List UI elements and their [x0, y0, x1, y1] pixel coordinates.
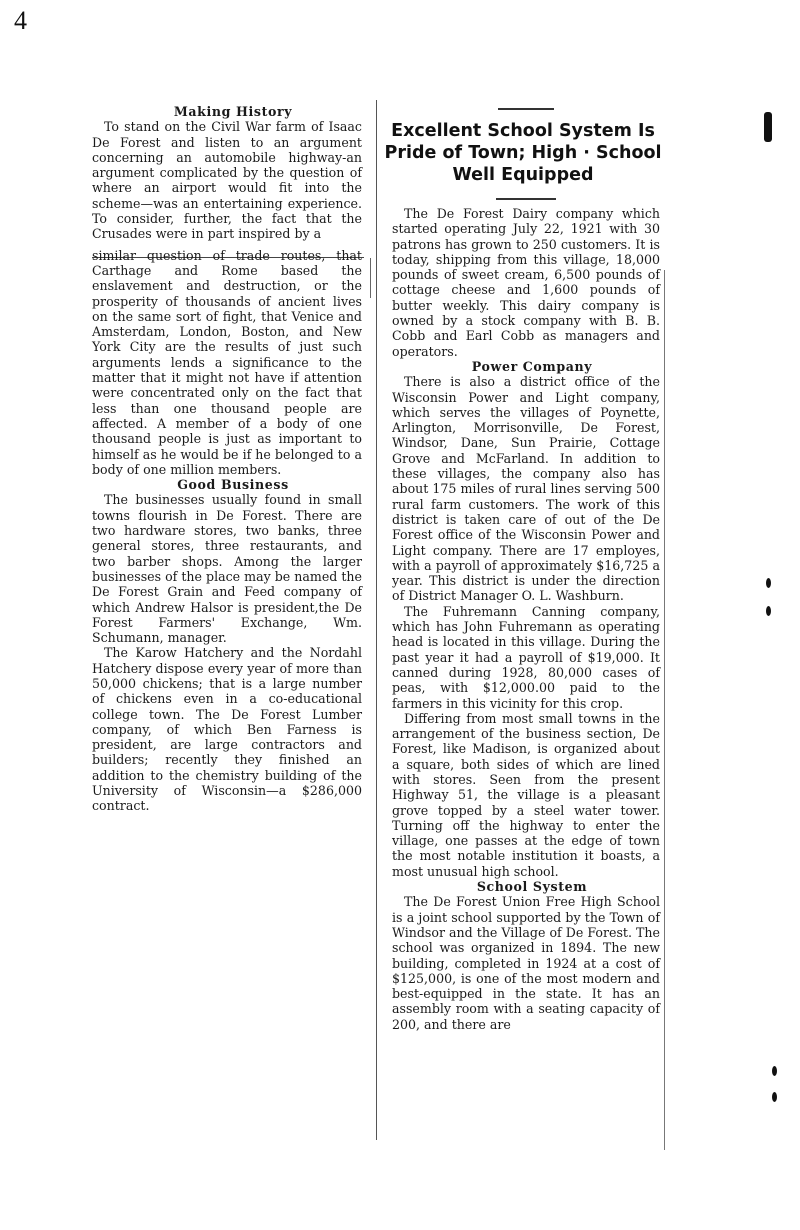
subhead-making-history: Making History — [173, 104, 293, 119]
paragraph: There is also a district office of the Wisconsin Power and Light company, which serves the villages of Poynette, Arlington, Morrisonville, De Forest, Windsor, Dane, Sun Prairie, Cottage Grove and McFarland. In addition to these villages, the company also has about 175 miles of rural lines serving 500 rural farm customers. The work of this district is taken care of out of the De Forest office of the Wisconsin Power and Light company. There are 17 employes, with a payroll of approximately $16,725 a year. This district is under the direction of District Manager O. L. Washburn. — [392, 374, 660, 604]
paragraph: To stand on the Civil War farm of Isaac De Forest and listen to an argument concerning an automobile highway-an argument complicated by the question of where an airport would fit into the scheme—was an entertaining experience. To consider, further, the fact that the Crusades were in part inspired by a — [92, 119, 362, 242]
left-column — [92, 104, 362, 814]
headline-rule-top — [498, 108, 554, 110]
binding-mark — [772, 1092, 777, 1102]
subhead-good-business: Good Business — [177, 477, 289, 493]
binding-mark — [766, 578, 771, 588]
binding-mark — [766, 606, 771, 616]
column-divider — [376, 100, 377, 1140]
subhead-school-system: School System — [476, 879, 588, 895]
paragraph: The Karow Hatchery and the Nordahl Hatchery dispose every year of more than 50,000 chickens; that is a large number of chickens even in a co-educational college town. The De Forest Lumber company, of which Ben Farness is president, are large contractors and builders; recently they finished an addition to the chemistry building of the University of Wisconsin—a $286,000 contract. — [92, 645, 362, 814]
paragraph: Differing from most small towns in the arrangement of the business section, De Forest, like Madison, is organized about a square, both sides of which are lined with stores. Seen from the present Highway 51, the village is a pleasant grove topped by a steel water tower. Turning off the highway to enter the village, one passes at the edge of town the most notable institution it boasts, a most unusual high school. — [392, 710, 660, 879]
headline-rule-bottom — [496, 198, 556, 200]
paragraph: The Fuhremann Canning company, which has John Fuhremann as operating head is located in this village. During the past year it had a payroll of $19,000. It canned during 1928, 80,000 cases of peas, with $12,000.00 paid to the farmers in this vicinity for this crop. — [392, 603, 660, 711]
right-edge-rule — [664, 270, 665, 1150]
binding-mark — [772, 1066, 777, 1076]
right-column — [392, 206, 660, 1032]
headline: Excellent School System Is Pride of Town; High · School Well Equipped — [384, 121, 662, 185]
paragraph: The businesses usually found in small towns flourish in De Forest. There are two hardware stores, two banks, three general stores, three restaurants, and two barber shops. Among the larger businesses of the place may be named the De Forest Grain and Feed company of which Andrew Halsor is president,the De Forest Farmers' Exchange, Wm. Schumann, manager. — [92, 492, 362, 646]
paragraph: The De Forest Dairy company which started operating July 22, 1921 with 30 patrons has grown to 250 customers. It is today, shipping from this village, 18,000 pounds of sweet cream, 6,500 pounds of cottage cheese and 1,600 pounds of butter weekly. This dairy company is owned by a stock company with B. B. Cobb and Earl Cobb as managers and operators. — [392, 206, 660, 359]
binding-mark — [764, 112, 772, 142]
paragraph: similar question of trade routes, that Carthage and Rome based the enslavement and destruction, or the prosperity of thousands of ancient lives on the same sort of fight, that Venice and Amsterdam, London, Boston, and New York City are the results of just such arguments lends a significance to the matter that it might not have if attention were concentrated only on the fact that less than one thousand people are affected. A member of a body of one thousand people is just as important to himself as he would be if he belonged to a body of one million members. — [92, 247, 362, 477]
paragraph: The De Forest Union Free High School is a joint school supported by the Town of Windsor and the Village of De Forest. The school was organized in 1894. The new building, completed in 1924 at a cost of $125,000, is one of the most modern and best-equipped in the state. It has an assembly room with a seating capacity of 200, and there are — [392, 894, 660, 1032]
subhead-power-company: Power Company — [471, 358, 593, 374]
column-break-mark — [370, 258, 371, 298]
page-number: 4 — [14, 6, 27, 35]
